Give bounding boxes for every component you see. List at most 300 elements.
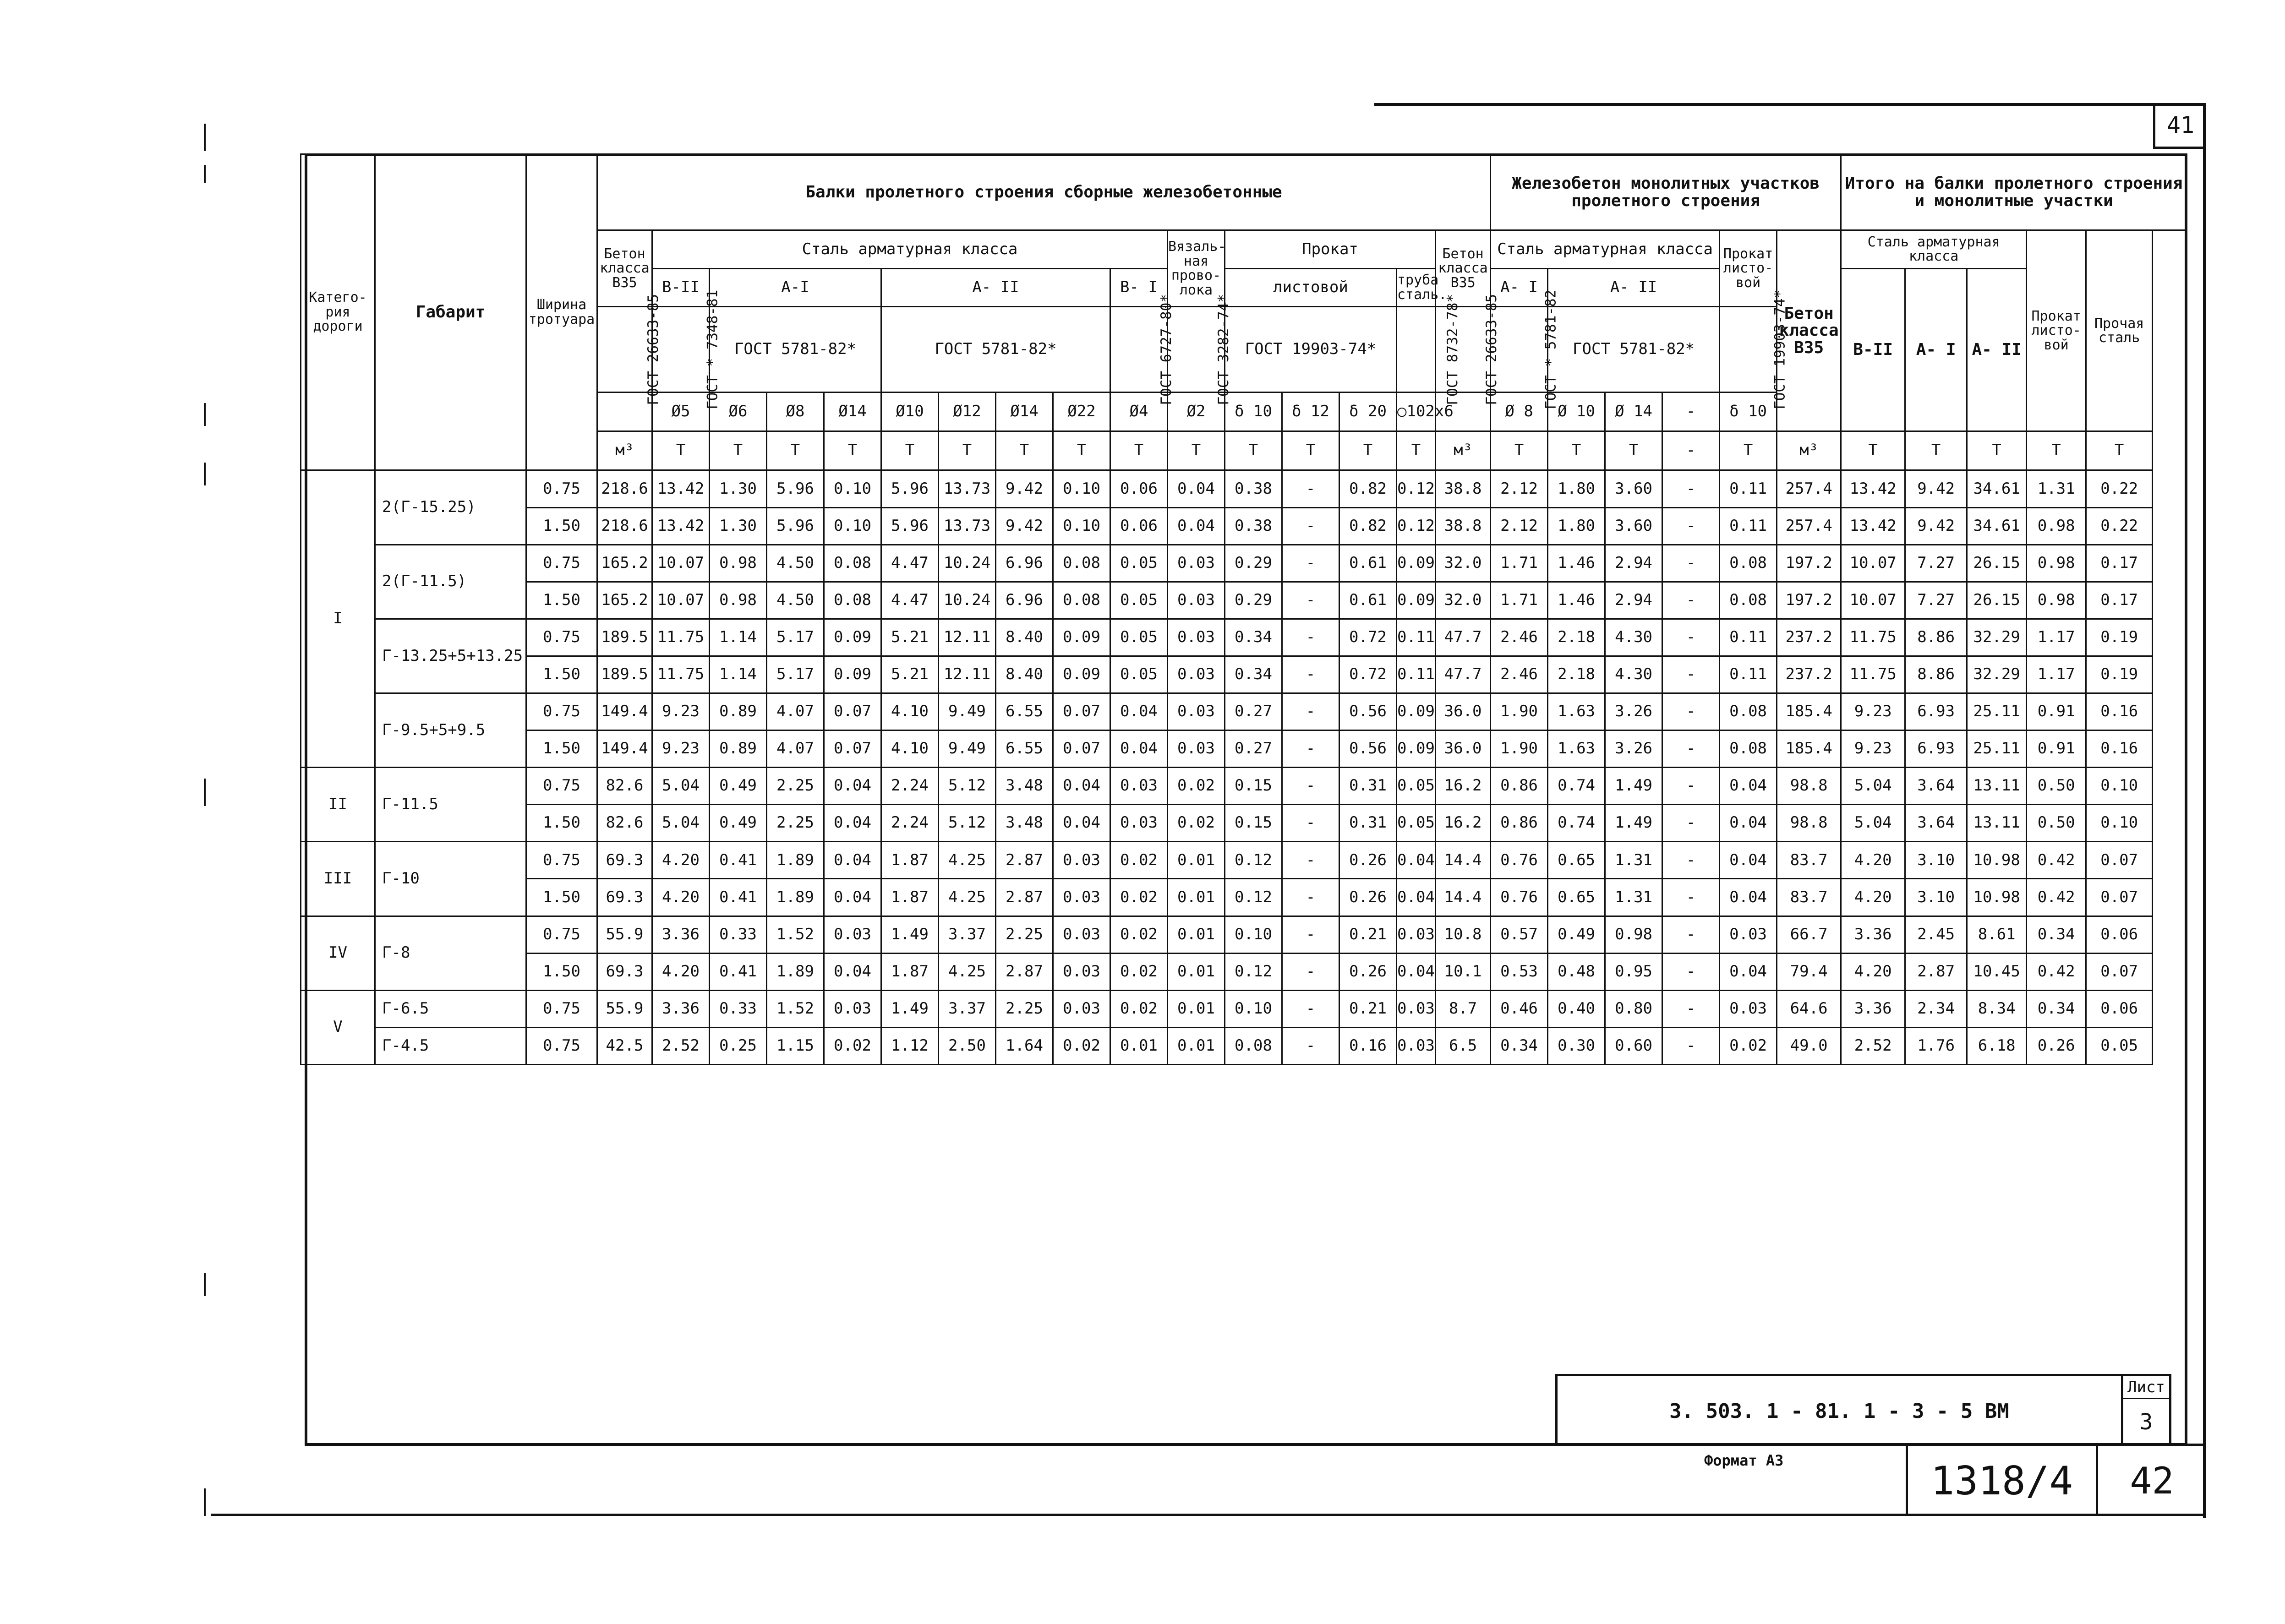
- value-cell: 0.04: [1053, 768, 1110, 805]
- value-cell: 1.80: [1548, 507, 1605, 545]
- value-cell: 0.76: [1491, 842, 1548, 879]
- value-cell: 0.01: [1168, 879, 1225, 916]
- value-cell: -: [1662, 879, 1720, 916]
- value-cell: 0.02: [1110, 916, 1168, 953]
- unit-cell: Т: [1905, 431, 1967, 470]
- value-cell: 69.3: [597, 953, 652, 990]
- table-header: [301, 154, 2187, 470]
- gost-7348: ГОСТ * 7348-81: [652, 306, 710, 392]
- value-cell: 0.02: [1053, 1027, 1110, 1064]
- value-cell: 0.48: [1548, 953, 1605, 990]
- value-cell: -: [1282, 953, 1339, 990]
- value-cell: 4.07: [767, 730, 824, 768]
- value-cell: 149.4: [597, 730, 652, 768]
- value-cell: 10.98: [1967, 879, 2027, 916]
- value-cell: 1.87: [881, 842, 939, 879]
- value-cell: 0.09: [1053, 619, 1110, 656]
- value-cell: 0.74: [1548, 768, 1605, 805]
- value-cell: 0.10: [1053, 507, 1110, 545]
- value-cell: 82.6: [597, 805, 652, 842]
- value-cell: 0.34: [1225, 619, 1282, 656]
- value-cell: 0.03: [1397, 990, 1436, 1027]
- value-cell: 185.4: [1777, 730, 1841, 768]
- table-row: [301, 507, 2187, 545]
- value-cell: 0.22: [2086, 507, 2153, 545]
- gabarit-cell: Г-13.25+5+13.25: [375, 619, 526, 693]
- value-cell: 0.65: [1548, 842, 1605, 879]
- value-cell: 8.34: [1967, 990, 2027, 1027]
- value-cell: 13.73: [939, 507, 996, 545]
- value-cell: 0.60: [1605, 1027, 1662, 1064]
- value-cell: 0.29: [1225, 545, 1282, 582]
- table-row: [301, 768, 2187, 805]
- value-cell: 0.09: [1397, 582, 1436, 619]
- margin-mark: [204, 403, 206, 426]
- value-cell: 5.04: [652, 768, 710, 805]
- value-cell: 3.48: [996, 768, 1053, 805]
- value-cell: 1.46: [1548, 545, 1605, 582]
- value-cell: 1.17: [2027, 619, 2086, 656]
- value-cell: 34.61: [1967, 470, 2027, 507]
- value-cell: 0.03: [1168, 582, 1225, 619]
- value-cell: 10.8: [1436, 916, 1491, 953]
- value-cell: 8.86: [1905, 656, 1967, 693]
- value-cell: 13.42: [1841, 507, 1905, 545]
- value-cell: 0.03: [1720, 990, 1777, 1027]
- value-cell: 0.89: [710, 693, 767, 730]
- value-cell: 10.98: [1967, 842, 2027, 879]
- value-cell: 7.27: [1905, 545, 1967, 582]
- value-cell: 165.2: [597, 582, 652, 619]
- value-cell: 0.09: [1397, 730, 1436, 768]
- value-cell: 0.16: [2086, 730, 2153, 768]
- value-cell: 1.89: [767, 879, 824, 916]
- doc-code-box: [1555, 1374, 2123, 1446]
- value-cell: -: [1282, 656, 1339, 693]
- value-cell: 2.87: [1905, 953, 1967, 990]
- value-cell: 9.23: [1841, 693, 1905, 730]
- value-cell: 0.05: [1397, 768, 1436, 805]
- value-cell: 8.7: [1436, 990, 1491, 1027]
- value-cell: 0.49: [710, 768, 767, 805]
- value-cell: -: [1662, 656, 1720, 693]
- value-cell: 0.74: [1548, 805, 1605, 842]
- value-cell: 189.5: [597, 656, 652, 693]
- value-cell: 0.42: [2027, 842, 2086, 879]
- value-cell: 0.11: [1720, 656, 1777, 693]
- value-cell: 3.36: [652, 916, 710, 953]
- value-cell: 0.17: [2086, 545, 2153, 582]
- value-cell: 0.03: [1053, 842, 1110, 879]
- value-cell: 6.5: [1436, 1027, 1491, 1064]
- value-cell: 5.04: [652, 805, 710, 842]
- value-cell: 5.96: [881, 507, 939, 545]
- value-cell: 5.96: [767, 507, 824, 545]
- value-cell: 0.19: [2086, 656, 2153, 693]
- value-cell: -: [1662, 507, 1720, 545]
- value-cell: 0.34: [2027, 990, 2086, 1027]
- unit-cell: Т: [1110, 431, 1168, 470]
- value-cell: 16.2: [1436, 805, 1491, 842]
- m2-prokat-header: Прокат листо-вой: [1720, 230, 1777, 306]
- value-cell: 0.05: [2086, 1027, 2153, 1064]
- value-cell: 6.18: [1967, 1027, 2027, 1064]
- value-cell: 4.20: [652, 879, 710, 916]
- value-cell: 1.49: [1605, 805, 1662, 842]
- value-cell: 218.6: [597, 470, 652, 507]
- value-cell: 0.12: [1397, 507, 1436, 545]
- value-cell: 3.36: [1841, 916, 1905, 953]
- value-cell: 1.90: [1491, 730, 1548, 768]
- value-cell: 2.50: [939, 1027, 996, 1064]
- category-cell: II: [301, 768, 375, 842]
- value-cell: 2.45: [1905, 916, 1967, 953]
- value-cell: 12.11: [939, 619, 996, 656]
- value-cell: 0.42: [2027, 879, 2086, 916]
- value-cell: 0.09: [824, 656, 881, 693]
- value-cell: 0.34: [1225, 656, 1282, 693]
- value-cell: 10.1: [1436, 953, 1491, 990]
- value-cell: 0.25: [710, 1027, 767, 1064]
- diameter-cell: Ø 10: [1548, 392, 1605, 431]
- value-cell: 0.10: [1225, 916, 1282, 953]
- value-cell: 0.03: [824, 990, 881, 1027]
- value-cell: 0.19: [2086, 619, 2153, 656]
- value-cell: 13.73: [939, 470, 996, 507]
- value-cell: 0.03: [1168, 545, 1225, 582]
- value-cell: 0.02: [1110, 990, 1168, 1027]
- unit-cell: Т: [881, 431, 939, 470]
- value-cell: 237.2: [1777, 656, 1841, 693]
- value-cell: 197.2: [1777, 545, 1841, 582]
- value-cell: 0.40: [1548, 990, 1605, 1027]
- value-cell: 9.23: [652, 693, 710, 730]
- value-cell: 1.64: [996, 1027, 1053, 1064]
- value-cell: -: [1662, 990, 1720, 1027]
- value-cell: 0.03: [1720, 916, 1777, 953]
- unit-cell: Т: [1225, 431, 1282, 470]
- diameter-cell: Ø 14: [1605, 392, 1662, 431]
- value-cell: 2.24: [881, 768, 939, 805]
- value-cell: 5.12: [939, 768, 996, 805]
- value-cell: 0.72: [1339, 656, 1397, 693]
- value-cell: 26.15: [1967, 545, 2027, 582]
- value-cell: -: [1662, 1027, 1720, 1064]
- value-cell: 1.46: [1548, 582, 1605, 619]
- totals-class-b2: В-II: [1841, 268, 1905, 431]
- value-cell: 0.86: [1491, 768, 1548, 805]
- diameter-cell: δ 10: [1225, 392, 1282, 431]
- diameter-cell: δ 12: [1282, 392, 1339, 431]
- value-cell: 0.04: [824, 842, 881, 879]
- value-cell: 0.07: [824, 730, 881, 768]
- value-cell: 0.57: [1491, 916, 1548, 953]
- value-cell: -: [1282, 916, 1339, 953]
- value-cell: 5.96: [767, 470, 824, 507]
- value-cell: 0.03: [1053, 990, 1110, 1027]
- value-cell: 4.25: [939, 953, 996, 990]
- value-cell: -: [1662, 582, 1720, 619]
- gabarit-cell: Г-4.5: [375, 1027, 526, 1064]
- value-cell: 0.75: [526, 619, 597, 656]
- value-cell: -: [1282, 730, 1339, 768]
- value-cell: 10.24: [939, 582, 996, 619]
- value-cell: 6.55: [996, 693, 1053, 730]
- sheet-label: Лист: [2127, 1378, 2165, 1396]
- value-cell: 0.98: [2027, 582, 2086, 619]
- table-row: [301, 953, 2187, 990]
- value-cell: 0.12: [1225, 879, 1282, 916]
- value-cell: 32.29: [1967, 619, 2027, 656]
- value-cell: 0.61: [1339, 582, 1397, 619]
- value-cell: 0.04: [1110, 693, 1168, 730]
- value-cell: 0.04: [1168, 470, 1225, 507]
- value-cell: 0.07: [2086, 842, 2153, 879]
- value-cell: 257.4: [1777, 507, 1841, 545]
- value-cell: 0.03: [1397, 916, 1436, 953]
- value-cell: 1.31: [1605, 842, 1662, 879]
- table-row: [301, 582, 2187, 619]
- table-row: [301, 1027, 2187, 1064]
- gabarit-cell: 2(Г-11.5): [375, 545, 526, 619]
- value-cell: 0.34: [2027, 916, 2086, 953]
- value-cell: 69.3: [597, 842, 652, 879]
- table-body: [301, 470, 2187, 1069]
- value-cell: -: [1662, 805, 1720, 842]
- sheet-label-box: [2121, 1374, 2171, 1399]
- value-cell: 2.12: [1491, 470, 1548, 507]
- value-cell: 2.46: [1491, 619, 1548, 656]
- value-cell: 0.05: [1110, 656, 1168, 693]
- value-cell: 1.49: [1605, 768, 1662, 805]
- value-cell: 1.63: [1548, 730, 1605, 768]
- diameter-cell: Ø2: [1168, 392, 1225, 431]
- top-border-line: [1374, 103, 2206, 106]
- diameter-cell: Ø5: [652, 392, 710, 431]
- page-number-box: [2153, 103, 2206, 149]
- totals-class-a1: А- I: [1905, 268, 1967, 431]
- value-cell: 3.48: [996, 805, 1053, 842]
- value-cell: 0.46: [1491, 990, 1548, 1027]
- value-cell: 79.4: [1777, 953, 1841, 990]
- value-cell: 0.61: [1339, 545, 1397, 582]
- value-cell: 0.11: [1720, 470, 1777, 507]
- value-cell: 0.05: [1397, 805, 1436, 842]
- value-cell: 14.4: [1436, 879, 1491, 916]
- diameter-cell: Ø12: [939, 392, 996, 431]
- value-cell: 0.03: [1168, 693, 1225, 730]
- value-cell: 0.04: [824, 768, 881, 805]
- value-cell: 0.03: [1053, 916, 1110, 953]
- value-cell: 0.06: [2086, 916, 2153, 953]
- value-cell: 0.09: [824, 619, 881, 656]
- value-cell: 189.5: [597, 619, 652, 656]
- value-cell: 0.98: [710, 545, 767, 582]
- table-row: [301, 656, 2187, 693]
- gost-26633: ГОСТ 26633-85: [597, 306, 652, 392]
- value-cell: 0.16: [2086, 693, 2153, 730]
- unit-cell: Т: [1053, 431, 1110, 470]
- value-cell: 36.0: [1436, 730, 1491, 768]
- value-cell: 0.08: [824, 545, 881, 582]
- diameter-cell: ○102x6: [1397, 392, 1436, 431]
- value-cell: 0.82: [1339, 507, 1397, 545]
- value-cell: 4.20: [1841, 953, 1905, 990]
- value-cell: 0.22: [2086, 470, 2153, 507]
- value-cell: 0.29: [1225, 582, 1282, 619]
- value-cell: 14.4: [1436, 842, 1491, 879]
- value-cell: 0.04: [824, 879, 881, 916]
- value-cell: 0.10: [1225, 990, 1282, 1027]
- value-cell: 0.75: [526, 990, 597, 1027]
- value-cell: 1.50: [526, 656, 597, 693]
- value-cell: 0.05: [1110, 582, 1168, 619]
- value-cell: 0.04: [1397, 953, 1436, 990]
- value-cell: 0.01: [1168, 842, 1225, 879]
- diameter-cell: Ø14: [824, 392, 881, 431]
- value-cell: 0.01: [1168, 990, 1225, 1027]
- value-cell: 0.07: [824, 693, 881, 730]
- value-cell: 0.31: [1339, 768, 1397, 805]
- value-cell: 16.2: [1436, 768, 1491, 805]
- value-cell: 0.04: [1053, 805, 1110, 842]
- value-cell: 9.42: [1905, 507, 1967, 545]
- diameter-cell: Ø 8: [1491, 392, 1548, 431]
- value-cell: 2.25: [996, 990, 1053, 1027]
- value-cell: 1.50: [526, 953, 597, 990]
- value-cell: -: [1282, 879, 1339, 916]
- value-cell: 4.20: [1841, 879, 1905, 916]
- value-cell: 1.12: [881, 1027, 939, 1064]
- value-cell: 0.03: [1397, 1027, 1436, 1064]
- value-cell: 0.33: [710, 990, 767, 1027]
- value-cell: 1.63: [1548, 693, 1605, 730]
- value-cell: 0.06: [2086, 990, 2153, 1027]
- value-cell: 0.12: [1397, 470, 1436, 507]
- value-cell: -: [1662, 470, 1720, 507]
- value-cell: 0.04: [1397, 842, 1436, 879]
- value-cell: 1.50: [526, 730, 597, 768]
- inventory-box: [1906, 1444, 2098, 1516]
- value-cell: 0.49: [1548, 916, 1605, 953]
- m2-gost-5781a: ГОСТ * 5781-82: [1491, 306, 1548, 392]
- value-cell: 12.11: [939, 656, 996, 693]
- value-cell: 0.42: [2027, 953, 2086, 990]
- value-cell: 1.89: [767, 953, 824, 990]
- gabarit-cell: Г-9.5+5+9.5: [375, 693, 526, 767]
- sheet-header: листовой: [1225, 268, 1397, 306]
- value-cell: 0.75: [526, 470, 597, 507]
- category-cell: III: [301, 842, 375, 916]
- value-cell: 0.06: [1110, 470, 1168, 507]
- value-cell: 2.52: [1841, 1027, 1905, 1064]
- class-a2: А- II: [881, 268, 1110, 306]
- category-cell: IV: [301, 916, 375, 990]
- value-cell: 0.21: [1339, 916, 1397, 953]
- table-row: [301, 805, 2187, 842]
- value-cell: 237.2: [1777, 619, 1841, 656]
- value-cell: -: [1662, 693, 1720, 730]
- unit-cell: Т: [1548, 431, 1605, 470]
- value-cell: 32.0: [1436, 545, 1491, 582]
- value-cell: 1.52: [767, 990, 824, 1027]
- value-cell: 0.09: [1397, 545, 1436, 582]
- value-cell: 9.23: [1841, 730, 1905, 768]
- value-cell: 0.31: [1339, 805, 1397, 842]
- value-cell: 6.96: [996, 545, 1053, 582]
- value-cell: 0.80: [1605, 990, 1662, 1027]
- unit-cell: Т: [767, 431, 824, 470]
- value-cell: 1.49: [881, 916, 939, 953]
- m2-gost-5781b: ГОСТ 5781-82*: [1548, 306, 1720, 392]
- value-cell: 0.75: [526, 842, 597, 879]
- diameter-cell: Ø14: [996, 392, 1053, 431]
- value-cell: -: [1282, 507, 1339, 545]
- value-cell: 0.08: [824, 582, 881, 619]
- value-cell: 0.04: [1168, 507, 1225, 545]
- value-cell: 185.4: [1777, 693, 1841, 730]
- gabarit-header: Габарит: [375, 154, 526, 470]
- value-cell: 0.75: [526, 1027, 597, 1064]
- value-cell: 55.9: [597, 990, 652, 1027]
- value-cell: 0.08: [1720, 693, 1777, 730]
- value-cell: 3.60: [1605, 507, 1662, 545]
- value-cell: 4.50: [767, 582, 824, 619]
- table-row: [301, 842, 2187, 879]
- value-cell: 11.75: [1841, 619, 1905, 656]
- gost-19903: ГОСТ 19903-74*: [1225, 306, 1397, 392]
- value-cell: 1.31: [1605, 879, 1662, 916]
- value-cell: 1.89: [767, 842, 824, 879]
- diameter-cell: δ 20: [1339, 392, 1397, 431]
- value-cell: 0.11: [1397, 656, 1436, 693]
- totals-other-header: Прочая сталь: [2086, 230, 2153, 431]
- value-cell: 0.11: [1720, 507, 1777, 545]
- value-cell: 0.08: [1720, 582, 1777, 619]
- value-cell: 82.6: [597, 768, 652, 805]
- unit-cell: Т: [2086, 431, 2153, 470]
- value-cell: -: [1662, 953, 1720, 990]
- value-cell: 13.42: [1841, 470, 1905, 507]
- value-cell: 26.15: [1967, 582, 2027, 619]
- unit-cell: Т: [939, 431, 996, 470]
- value-cell: 0.03: [1168, 619, 1225, 656]
- value-cell: 0.11: [1720, 619, 1777, 656]
- unit-cell: Т: [652, 431, 710, 470]
- table-row: [301, 730, 2187, 768]
- value-cell: 2.87: [996, 953, 1053, 990]
- page-number: 41: [2166, 111, 2195, 138]
- value-cell: 4.20: [652, 842, 710, 879]
- value-cell: 0.91: [2027, 693, 2086, 730]
- value-cell: 1.14: [710, 619, 767, 656]
- value-cell: 3.10: [1905, 879, 1967, 916]
- value-cell: 1.87: [881, 879, 939, 916]
- value-cell: 69.3: [597, 879, 652, 916]
- value-cell: 3.64: [1905, 768, 1967, 805]
- diameter-cell: Ø4: [1110, 392, 1168, 431]
- value-cell: 149.4: [597, 693, 652, 730]
- value-cell: 0.02: [1720, 1027, 1777, 1064]
- value-cell: 47.7: [1436, 619, 1491, 656]
- value-cell: 1.50: [526, 879, 597, 916]
- value-cell: 1.14: [710, 656, 767, 693]
- value-cell: 5.04: [1841, 768, 1905, 805]
- diameter-cell: -: [1662, 392, 1720, 431]
- value-cell: 11.75: [652, 656, 710, 693]
- value-cell: 0.12: [1225, 842, 1282, 879]
- value-cell: -: [1282, 545, 1339, 582]
